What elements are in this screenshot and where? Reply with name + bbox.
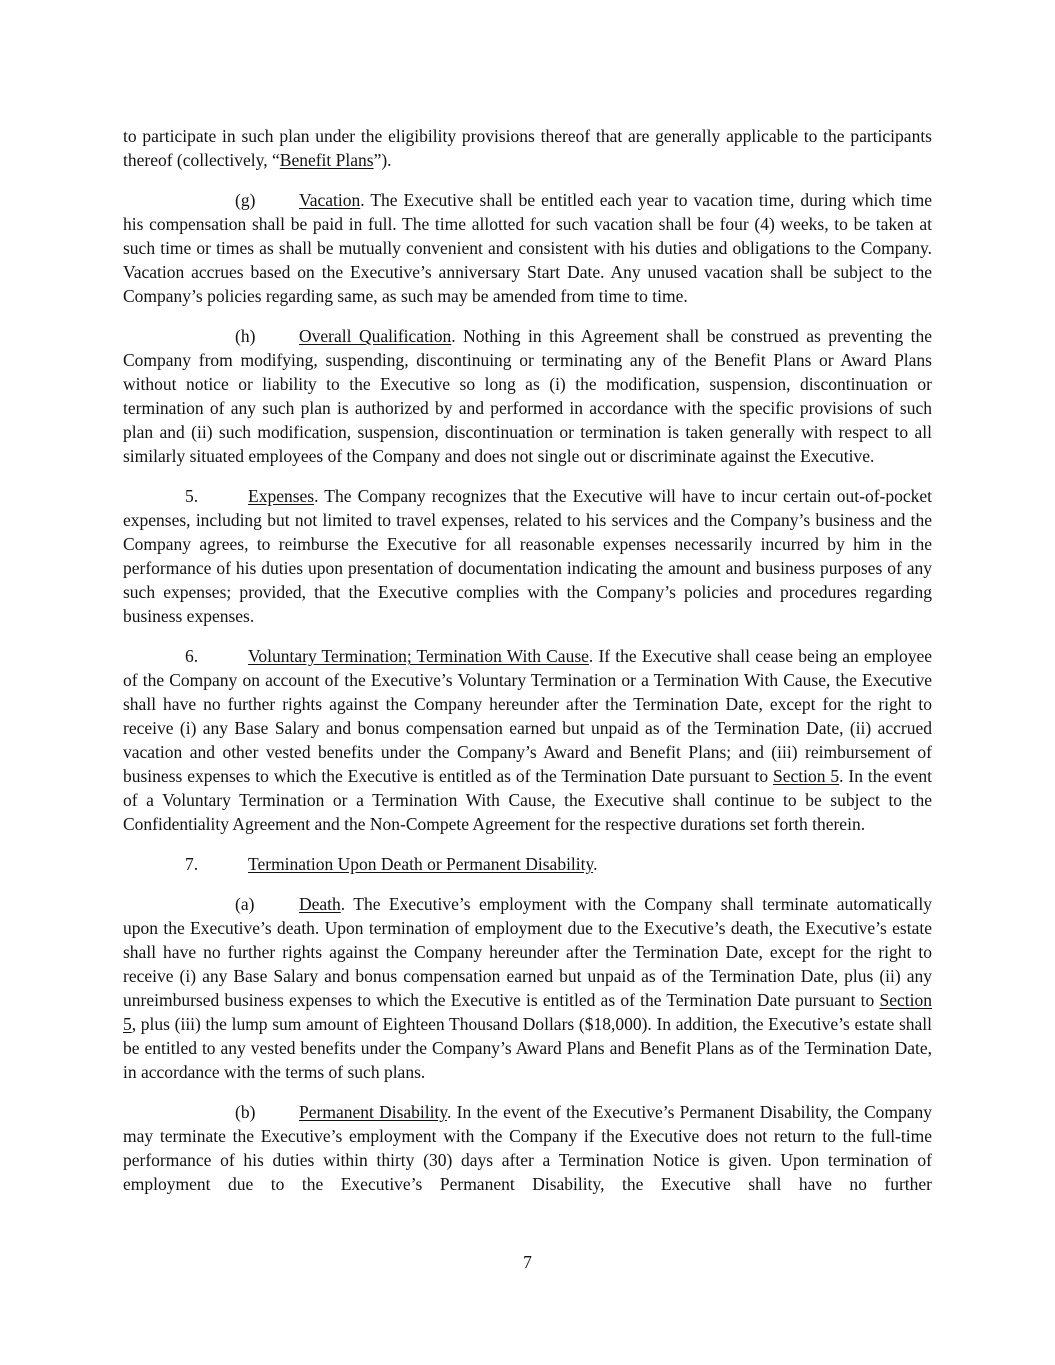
text-run: ”). (373, 150, 392, 170)
text-run: . In the event of the Executive’s Permanent Disability, the Company may terminate the Executive’s employment with the Company if the Executive does not return to the full-time performance of his duties within thirty (30) days after a Termination Notice is given. Upon termination of employment due to the Executive’s Permanent Disability, the Executive shall have no further (123, 1102, 932, 1194)
underlined-text-run: Termination Upon Death or Permanent Disability (248, 854, 594, 874)
text-run: . If the Executive shall cease being an employee of the Company on account of the Executive’s Voluntary Termination or a Termination With Cause, the Executive shall have no further rights against the Company hereunder after the Termination Date, except for the right to receive (i) any Base Salary and bonus compensation earned but unpaid as of the Termination Date, (ii) accrued vacation and other vested benefits under the Company’s Award and Benefit Plans; and (iii) reimbursement of business expenses to which the Executive is entitled as of the Termination Date pursuant to (123, 646, 933, 786)
underlined-text-run: Section 5 (773, 766, 840, 786)
underlined-text-run: Voluntary Termination; Termination With Cause (248, 646, 589, 666)
text-run: . The Executive shall be entitled each year to vacation time, during which time his compensation shall be paid in full. The time allotted for such vacation shall be four (4) weeks, to be taken at such time or times as shall be mutually convenient and consistent with his duties and obligations to the Company. Vacation accrues based on the Executive’s anniversary Start Date. Any unused vacation shall be subject to the Company’s policies regarding same, as such may be amended from time to time. (123, 190, 932, 306)
document-body (123, 124, 932, 1212)
paragraph-label: (a) (235, 894, 255, 914)
underlined-text-run: Death (299, 894, 341, 914)
para-6-voluntary-termination (123, 644, 932, 836)
paragraph-label: (h) (235, 326, 256, 346)
paragraph-label: (b) (235, 1102, 256, 1122)
underlined-text-run: Benefit Plans (279, 150, 374, 170)
text-run: . (593, 854, 598, 874)
underlined-text-run: Permanent Disability (299, 1102, 447, 1122)
paragraph-label: 7. (185, 854, 199, 874)
text-run: . Nothing in this Agreement shall be construed as preventing the Company from modifying, suspending, discontinuing or terminating any of the Benefit Plans or Award Plans without notice or liability to the Executive so long as (i) the modification, suspension, discontinuation or termination of any such plan is authorized by and performed in accordance with the specific provisions of such plan and (ii) such modification, suspension, discontinuation or termination is taken generally with respect to all similarly situated employees of the Company and does not single out or discriminate against the Executive. (123, 326, 932, 466)
page-number: 7 (523, 1252, 532, 1272)
text-run: to participate in such plan under the eligibility provisions thereof that are generally applicable to the participants thereof (collectively, “ (123, 126, 932, 170)
para-b-permanent-disability (123, 1100, 932, 1196)
text-run: , plus (iii) the lump sum amount of Eighteen Thousand Dollars ($18,000). In addition, the Executive’s estate shall be entitled to any vested benefits under the Company’s Award Plans and Benefit Plans as of the Termination Date, in accordance with the terms of such plans. (123, 1014, 932, 1082)
page-footer (0, 1250, 1055, 1274)
paragraph-label: 5. (185, 486, 199, 506)
para-benefit-plans-continuation (123, 124, 932, 172)
para-5-expenses (123, 484, 932, 628)
paragraph-label: (g) (235, 190, 256, 210)
para-g-vacation (123, 188, 932, 308)
underlined-text-run: Overall Qualification (299, 326, 452, 346)
para-7-termination-heading (123, 852, 932, 876)
paragraph-label: 6. (185, 646, 199, 666)
underlined-text-run: Expenses (248, 486, 315, 506)
text-run: . In the event of a Voluntary Termination or a Termination With Cause, the Executive shall continue to be subject to the Confidentiality Agreement and the Non-Compete Agreement for the respective durations set forth therein. (123, 766, 932, 834)
underlined-text-run: Vacation (299, 190, 361, 210)
text-run: . The Company recognizes that the Executive will have to incur certain out-of-pocket expenses, including but not limited to travel expenses, related to his services and the Company’s business and the Company agrees, to reimburse the Executive for all reasonable expenses necessarily incurred by him in the performance of his duties upon presentation of documentation indicating the amount and business purposes of any such expenses; provided, that the Executive complies with the Company’s policies and procedures regarding business expenses. (123, 486, 932, 626)
underlined-text-run: Section 5 (123, 990, 932, 1034)
text-run: . The Executive’s employment with the Company shall terminate automatically upon the Executive’s death. Upon termination of employment due to the Executive’s death, the Executive’s estate shall have no further rights against the Company hereunder after the Termination Date, except for the right to receive (i) any Base Salary and bonus compensation earned but unpaid as of the Termination Date, plus (ii) any unreimbursed business expenses to which the Executive is entitled as of the Termination Date pursuant to (123, 894, 932, 1010)
para-h-overall-qualification (123, 324, 932, 468)
para-a-death (123, 892, 932, 1084)
